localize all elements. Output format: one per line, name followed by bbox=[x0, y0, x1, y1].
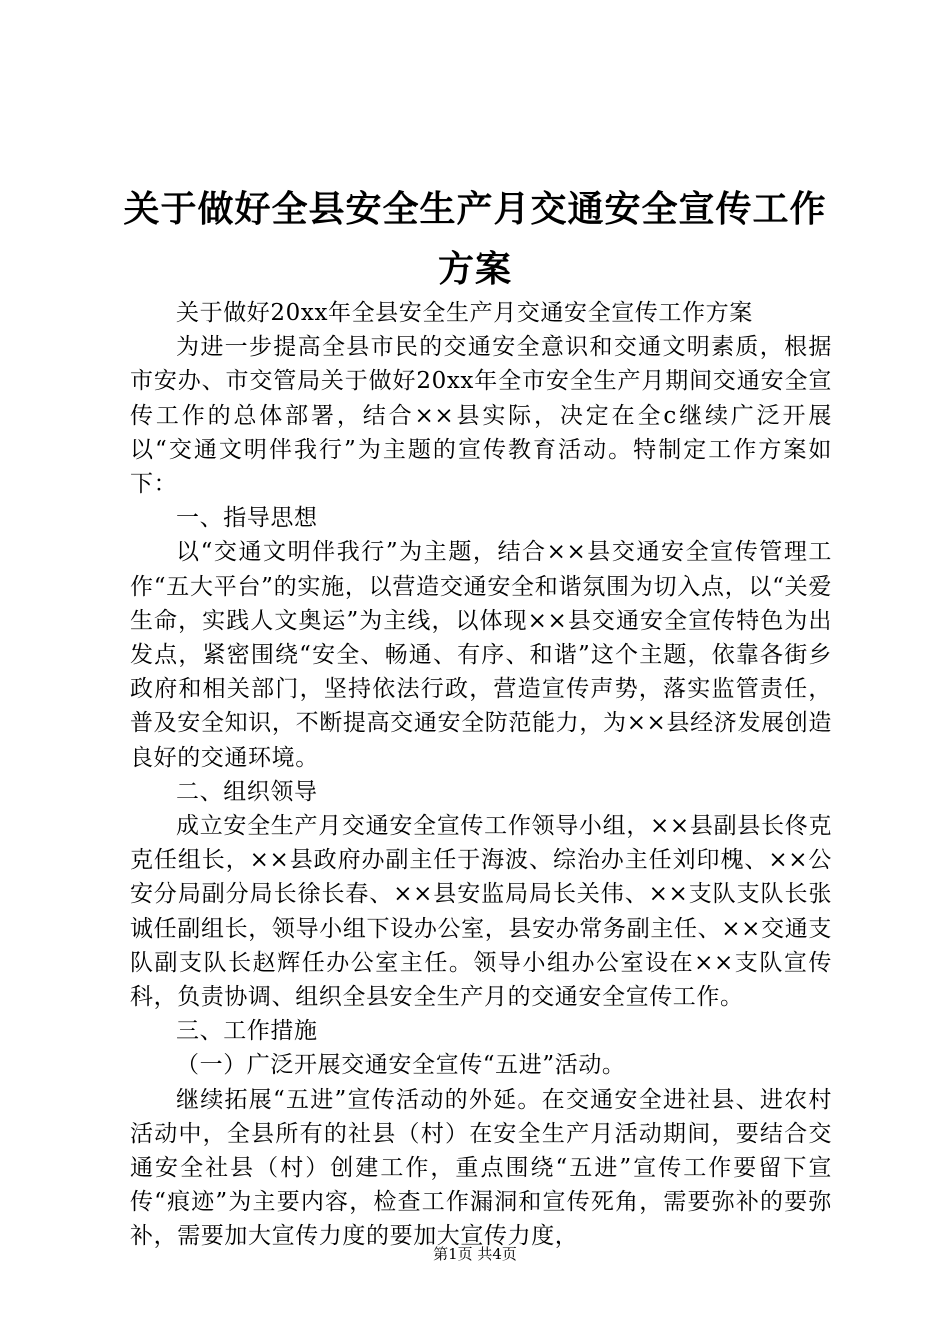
paragraph-five-entries: 继续拓展“五进”宣传活动的外延。在交通安全进社县、进农村活动中，全县所有的社县（村）在安全生产月活动期间，要结合交通安全社县（村）创建工作，重点围绕“五进”宣传工作要留下宣传“痕迹”为主要内容，检查工作漏洞和宣传死角，需要弥补的要弥补，需要加大宣传力度的要加大宣传力度， bbox=[130, 1086, 832, 1250]
paragraph-guiding-ideology: 以“交通文明伴我行”为主题，结合××县交通安全宣传管理工作“五大平台”的实施，以营造交通安全和谐氛围为切入点，以“关爱生命，实践人文奥运”为主线，以体现××县交通安全宣传特色为出发点，紧密围绕“安全、畅通、有序、和谐”这个主题，依靠各街乡政府和相关部门，坚持依法行政，营造宣传声势，落实监管责任，普及安全知识，不断提高交通安全防范能力，为××县经济发展创造良好的交通环境。 bbox=[130, 539, 832, 771]
heading-measures: 三、工作措施 bbox=[176, 1018, 318, 1045]
heading-guiding-ideology: 一、指导思想 bbox=[176, 505, 318, 532]
paragraph-intro: 为进一步提高全县市民的交通安全意识和交通文明素质，根据市安办、市交管局关于做好20xx年全市安全生产月期间交通安全宣传工作的总体部署，结合××县实际，决定在全c继续广泛开展以“交通文明伴我行”为主题的宣传教育活动。特制定工作方案如下： bbox=[130, 334, 832, 498]
document-title: 关于做好全县安全生产月交通安全宣传工作方案 bbox=[123, 189, 827, 290]
page-number-footer: 第1页 共4页 bbox=[433, 1245, 517, 1263]
heading-organization: 二、组织领导 bbox=[176, 778, 318, 805]
paragraph-organization: 成立安全生产月交通安全宣传工作领导小组，××县副县长佟克克任组长，××县政府办副主任于海波、综治办主任刘印槐、××公安分局副分局长徐长春、××县安监局局长关伟、××支队支队长张诚任副组长，领导小组下设办公室，县安办常务副主任、××交通支队副支队长赵辉任办公室主任。领导小组办公室设在××支队宣传科，负责协调、组织全县安全生产月的交通安全宣传工作。 bbox=[130, 813, 832, 1011]
paragraph-subtitle: 关于做好20xx年全县安全生产月交通安全宣传工作方案 bbox=[176, 300, 753, 326]
subheading-five-entries: （一）广泛开展交通安全宣传“五进”活动。 bbox=[176, 1052, 626, 1079]
document-body bbox=[130, 296, 832, 1254]
